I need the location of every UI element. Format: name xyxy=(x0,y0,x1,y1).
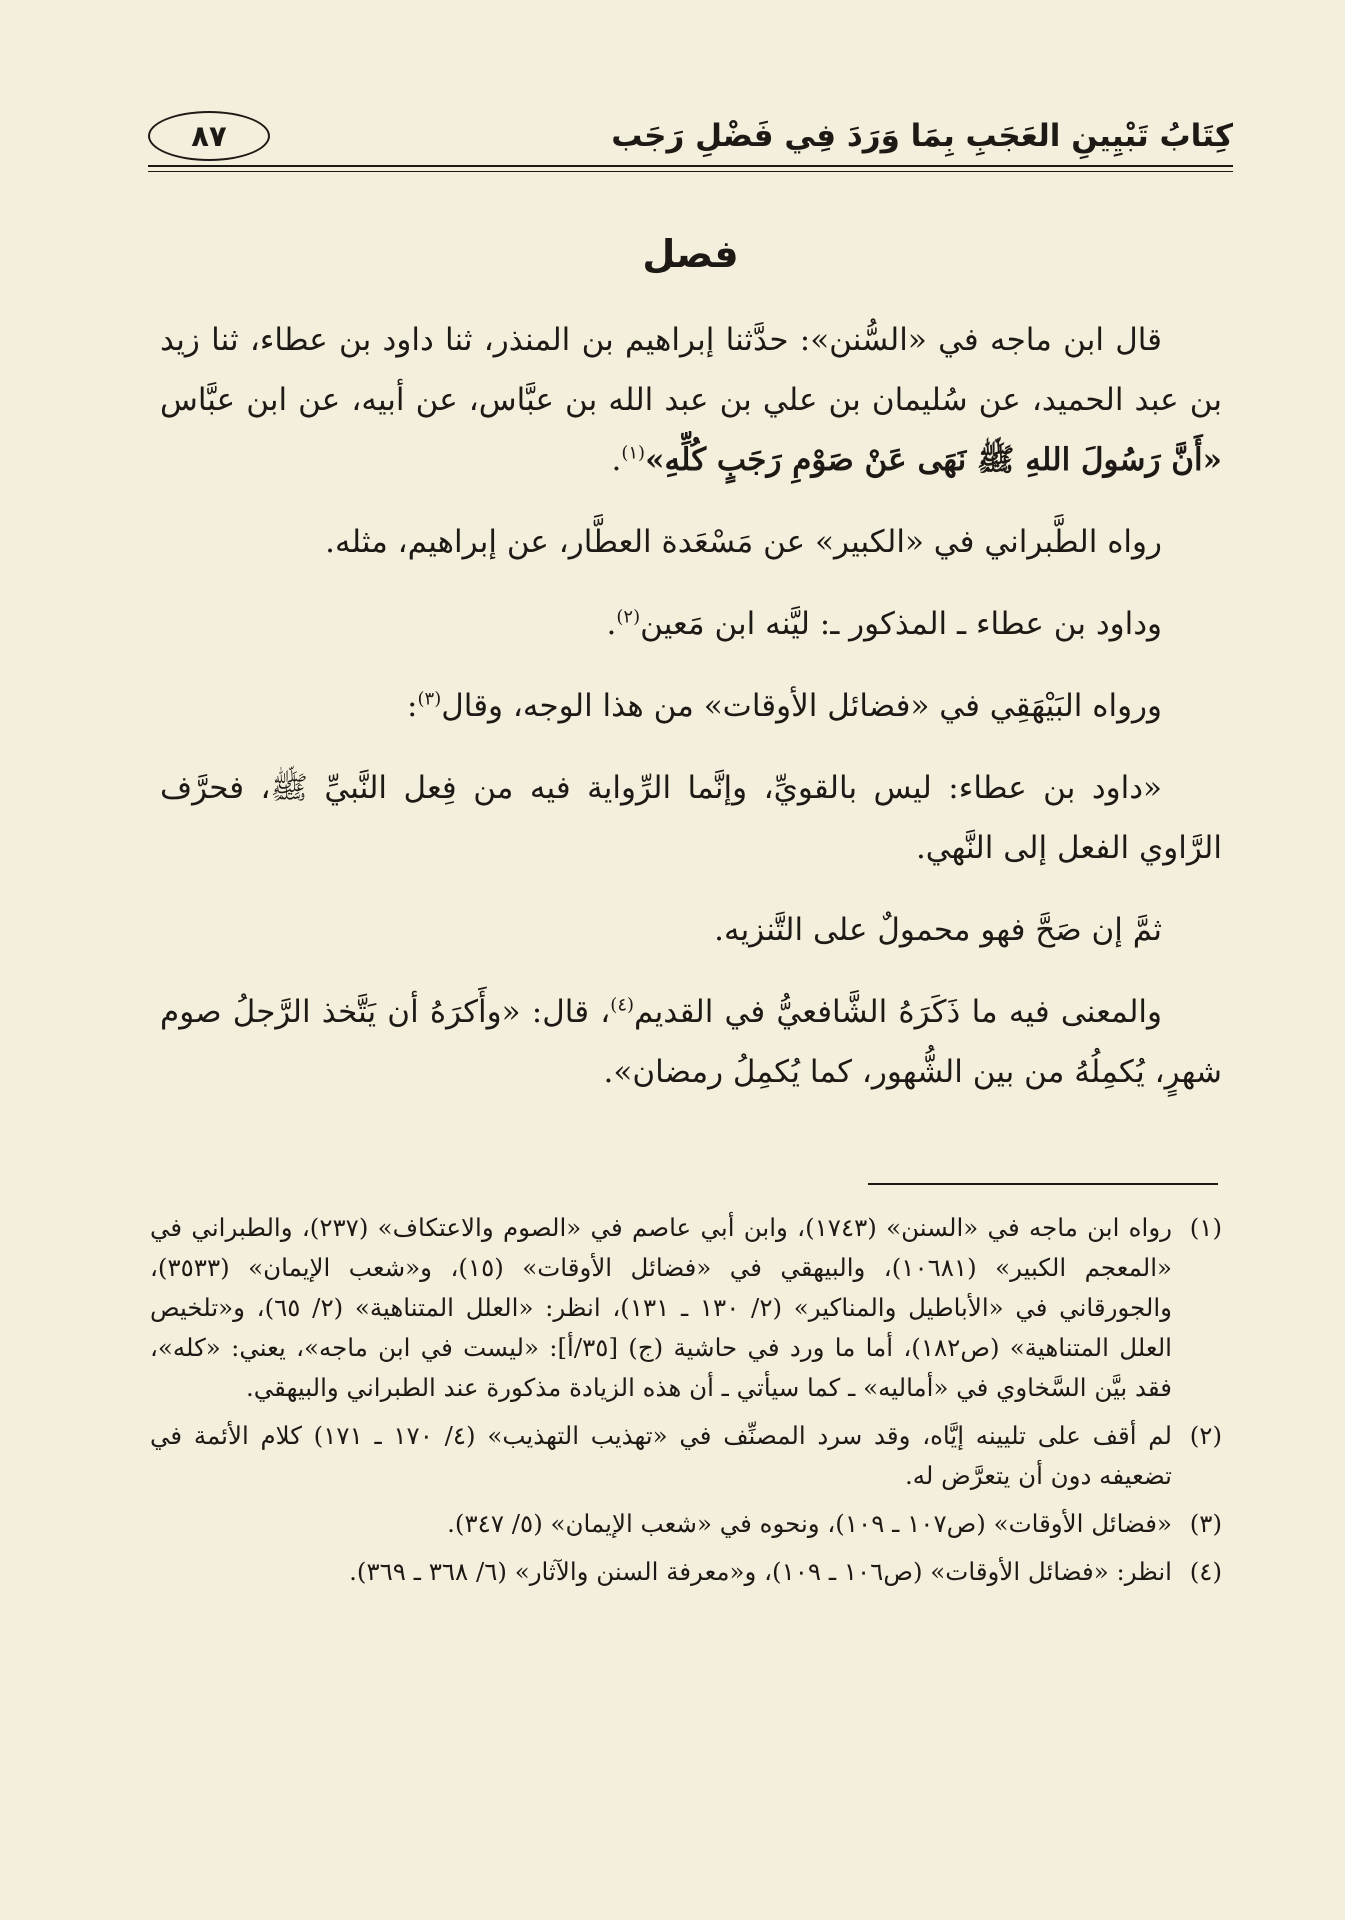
hadith-quote: «أَنَّ رَسُولَ اللهِ ﷺ نَهَى عَنْ صَوْمِ رَجَبٍ كُلِّهِ» xyxy=(645,442,1222,478)
footnote-number: (٤) xyxy=(1189,1557,1222,1586)
main-text xyxy=(160,310,1222,1124)
footnote-1 xyxy=(150,1208,1222,1408)
footnote-number: (٢) xyxy=(1189,1421,1222,1450)
paragraph-4-end: : xyxy=(407,688,418,724)
paragraph-7-text-continued: ، قال: «وأَكرَهُ أن يَتَّخذ الرَّجلُ صوم شهرٍ، يُكمِلُهُ من بين الشُّهور، كما يُكمِلُ رمضان». xyxy=(160,994,1222,1090)
header-rule xyxy=(148,165,1233,167)
paragraph-7 xyxy=(160,982,1222,1102)
paragraph-3-end: . xyxy=(606,606,617,642)
footnote-ref-3[interactable]: (٣) xyxy=(417,688,442,710)
paragraph-4 xyxy=(160,676,1222,736)
footnote-2 xyxy=(150,1416,1222,1496)
footnote-number: (٣) xyxy=(1189,1509,1222,1538)
footnote-number: (١) xyxy=(1189,1213,1222,1242)
page-header xyxy=(148,108,1233,164)
paragraph-3-text: وداود بن عطاء ـ المذكور ـ: ليَّنه ابن مَعين xyxy=(640,606,1162,642)
paragraph-7-text: والمعنى فيه ما ذَكَرَهُ الشَّافعيُّ في القديم xyxy=(634,994,1162,1030)
paragraph-4-text: ورواه البَيْهَقِي في «فضائل الأوقات» من هذا الوجه، وقال xyxy=(441,688,1162,724)
footnote-text: انظر: «فضائل الأوقات» (ص١٠٦ ـ ١٠٩)، و«معرفة السنن والآثار» (٦/ ٣٦٨ ـ ٣٦٩). xyxy=(349,1557,1172,1586)
footnote-text: «فضائل الأوقات» (ص١٠٧ ـ ١٠٩)، ونحوه في «شعب الإيمان» (٥/ ٣٤٧). xyxy=(447,1509,1172,1538)
header-rule-thin xyxy=(148,171,1233,172)
paragraph-3 xyxy=(160,594,1222,654)
paragraph-5: «داود بن عطاء: ليس بالقويِّ، وإنَّما الرِّواية فيه من فِعل النَّبيِّ ﷺ، فحرَّف الرَّاوي الفعل إلى النَّهي. xyxy=(160,770,1222,866)
footnote-ref-2[interactable]: (٢) xyxy=(616,606,641,628)
footnote-ref-4[interactable]: (٤) xyxy=(610,994,635,1016)
footnote-3 xyxy=(150,1504,1222,1544)
footnotes xyxy=(150,1208,1222,1600)
paragraph-2: رواه الطَّبراني في «الكبير» عن مَسْعَدة العطَّار، عن إبراهيم، مثله. xyxy=(325,524,1162,560)
running-title: كِتَابُ تَبْيِينِ العَجَبِ بِمَا وَرَدَ فِي فَضْلِ رَجَب xyxy=(611,118,1233,154)
footnote-text: رواه ابن ماجه في «السنن» (١٧٤٣)، وابن أبي عاصم في «الصوم والاعتكاف» (٢٣٧)، والطبراني في «المعجم الكبير» (١٠٦٨١)، والبيهقي في «فضائل الأوقات» (١٥)، و«شعب الإيمان» (٣٥٣٣)، والجورقاني في «الأباطيل والمناكير» (٢/ ١٣٠ ـ ١٣١)، انظر: «العلل المتناهية» (٢/ ٦٥)، و«تلخيص العلل المتناهية» (ص١٨٢)، أما ما ورد في حاشية (ج) [٣٥/أ]: «ليست في ابن ماجه»، يعني: «كله»، فقد بيَّن السَّخاوي في «أماليه» ـ كما سيأتي ـ أن هذه الزيادة مذكورة عند الطبراني والبيهقي. xyxy=(150,1213,1173,1402)
footnote-separator xyxy=(868,1183,1218,1185)
paragraph-1-end: . xyxy=(611,442,622,478)
paragraph-1-text: قال ابن ماجه في «السُّنن»: حدَّثنا إبراهيم بن المنذر، ثنا داود بن عطاء، ثنا زيد بن عبد الحميد، عن سُليمان بن علي بن عبد الله بن عبَّاس، عن أبيه، عن ابن عبَّاس xyxy=(160,322,1222,418)
page-number: ٨٧ xyxy=(148,111,270,161)
footnote-ref-1[interactable]: (١) xyxy=(621,442,646,464)
footnote-4 xyxy=(150,1552,1222,1592)
footnote-text: لم أقف على تليينه إيَّاه، وقد سرد المصنِّف في «تهذيب التهذيب» (٤/ ١٧٠ ـ ١٧١) كلام الأئمة في تضعيفه دون أن يتعرَّض له. xyxy=(150,1421,1173,1490)
paragraph-1 xyxy=(160,310,1222,490)
paragraph-6: ثمَّ إن صَحَّ فهو محمولٌ على التَّنزيه. xyxy=(714,912,1162,948)
section-heading: فصل xyxy=(642,232,739,276)
